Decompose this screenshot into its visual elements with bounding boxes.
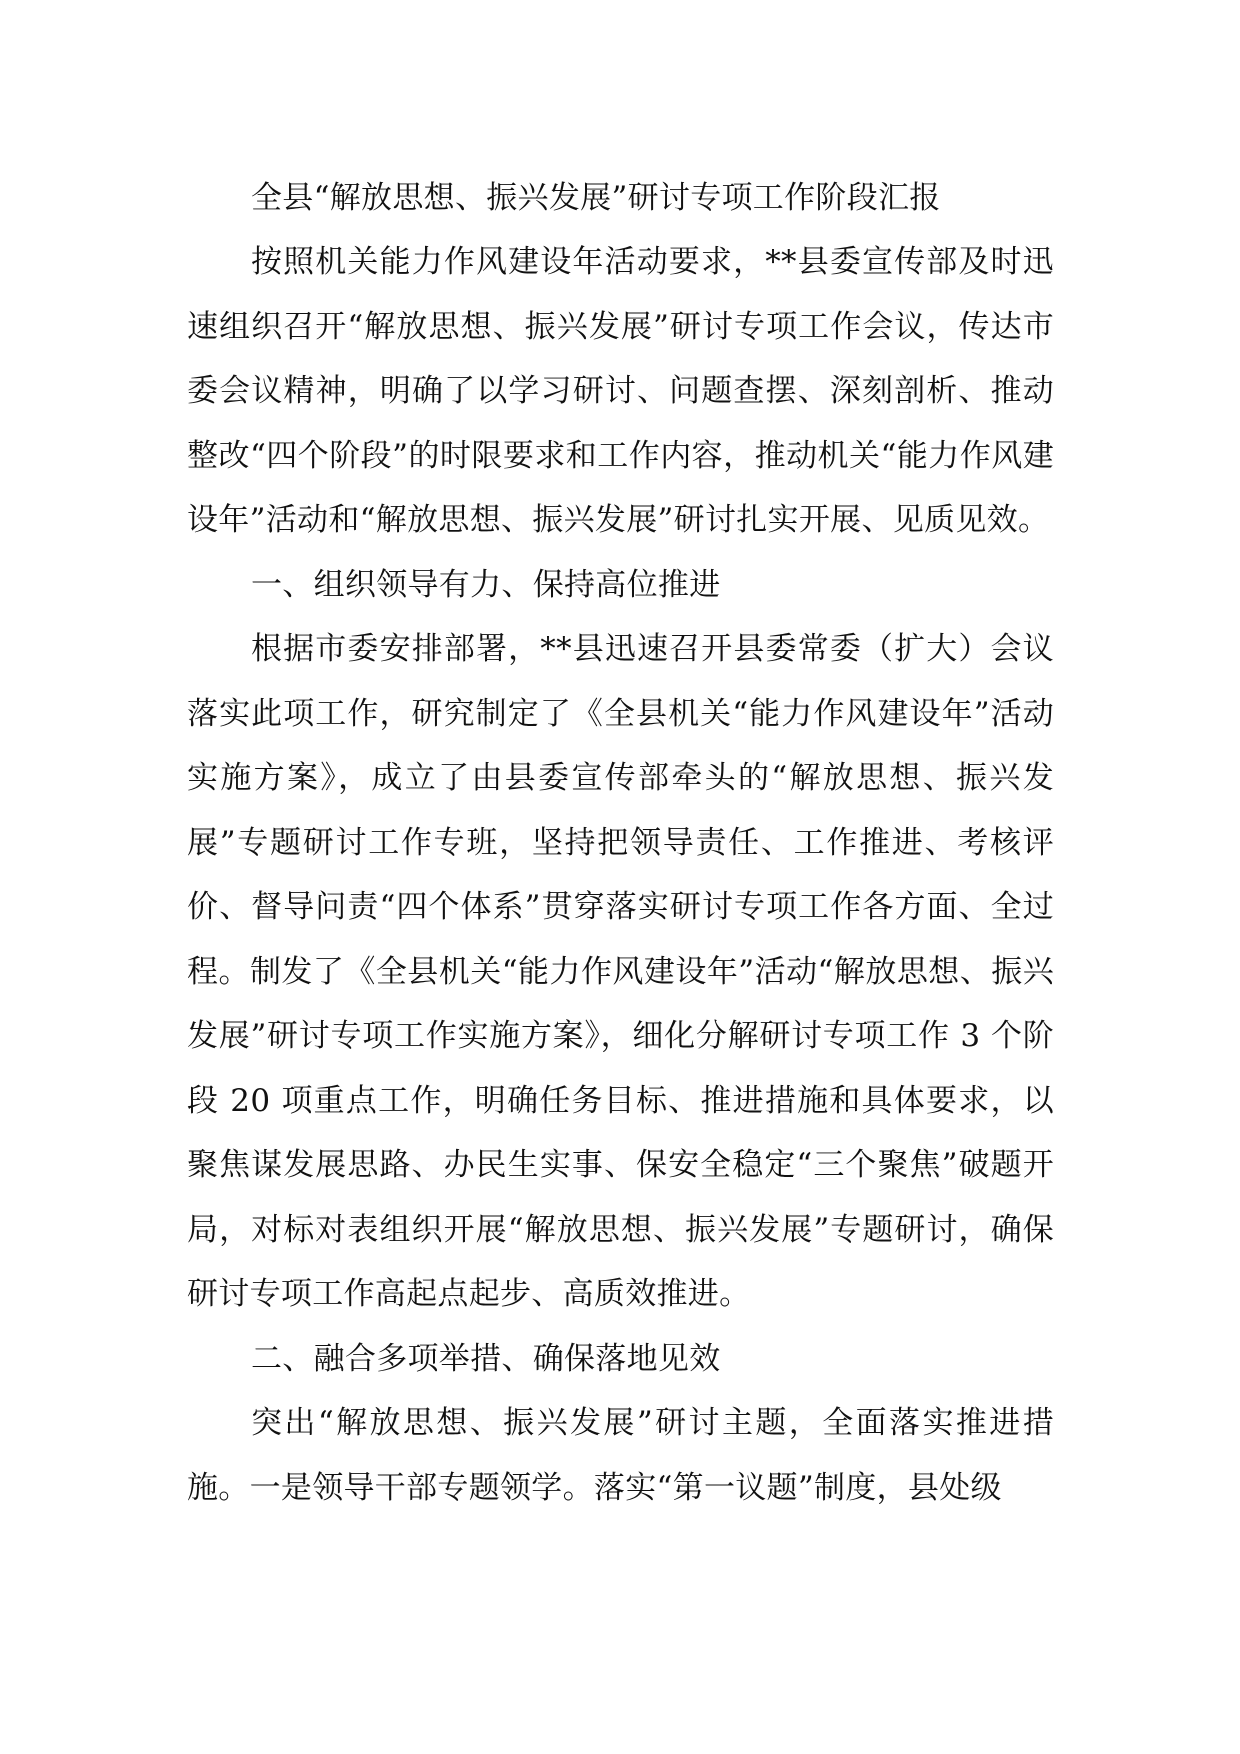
section-1-paragraph: 根据市委安排部署，**县迅速召开县委常委（扩大）会议落实此项工作，研究制定了《全县机关“能力作风建设年”活动实施方案》，成立了由县委宣传部牵头的“解放思想、振兴发展”专题研讨工作专班，坚持把领导责任、工作推进、考核评价、督导问责“四个体系”贯穿落实研讨专项工作各方面、全过程。制发了《全县机关“能力作风建设年”活动“解放思想、振兴发展”研讨专项工作实施方案》，细化分解研讨专项工作 3 个阶段 20 项重点工作，明确任务目标、推进措施和具体要求，以聚焦谋发展思路、办民生实事、保安全稳定“三个聚焦”破题开局，对标对表组织开展“解放思想、振兴发展”专题研讨，确保研讨专项工作高起点起步、高质效推进。	[187, 631, 1054, 1312]
section-2-paragraph: 突出“解放思想、振兴发展”研讨主题，全面落实推进措施。一是领导干部专题领学。落实“第一议题”制度，县处级	[187, 1405, 1054, 1506]
intro-paragraph: 按照机关能力作风建设年活动要求，**县委宣传部及时迅速组织召开“解放思想、振兴发展”研讨专项工作会议，传达市委会议精神，明确了以学习研讨、问题查摆、深刻剖析、推动整改“四个阶段”的时限要求和工作内容，推动机关“能力作风建设年”活动和“解放思想、振兴发展”研讨扎实开展、见质见效。	[187, 244, 1054, 538]
section-1-heading: 一、组织领导有力、保持高位推进	[251, 566, 721, 603]
document-body	[187, 166, 1054, 1520]
document-title: 全县“解放思想、振兴发展”研讨专项工作阶段汇报	[251, 180, 941, 216]
section-2-heading: 二、融合多项举措、确保落地见效	[251, 1340, 721, 1377]
